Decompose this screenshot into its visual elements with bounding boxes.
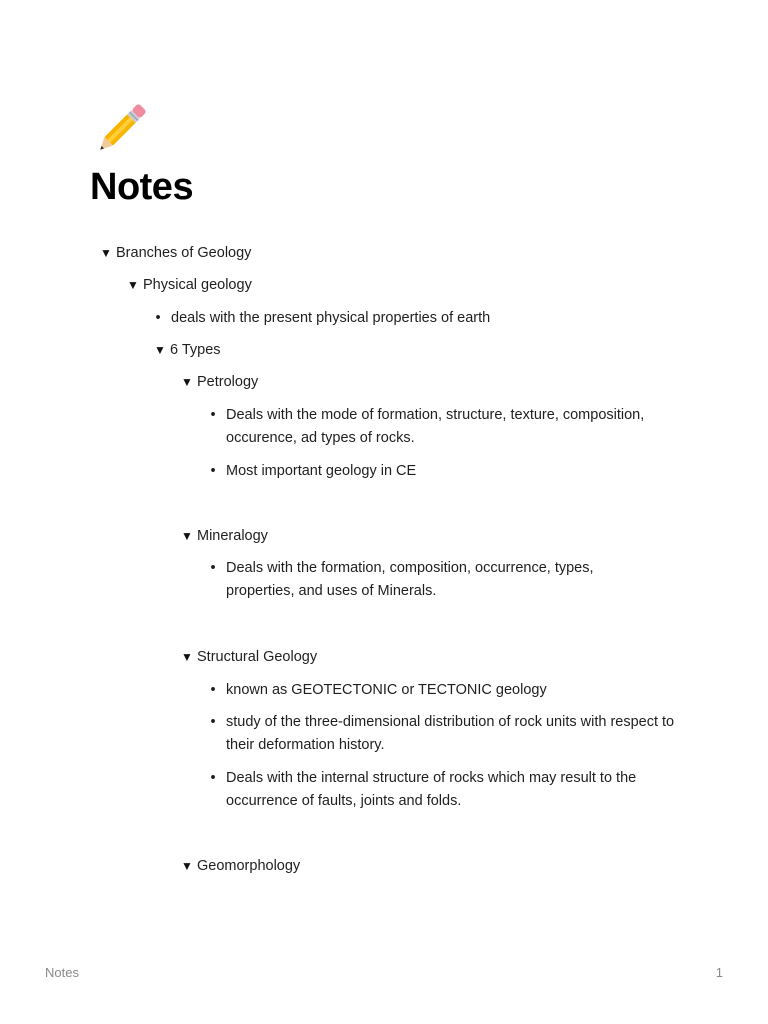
toggle-label: Petrology bbox=[197, 374, 259, 390]
bullet-icon: • bbox=[210, 407, 216, 423]
triangle-down-icon: ▼ bbox=[154, 343, 166, 357]
bullet-icon: • bbox=[210, 560, 216, 576]
toggle-petrology[interactable] bbox=[181, 371, 258, 394]
list-item-text: Deals with the mode of formation, structure, texture, composition, occurence, ad types of rocks. bbox=[226, 407, 645, 446]
list-item-text: deals with the present physical properties of earth bbox=[171, 310, 491, 326]
triangle-down-icon: ▼ bbox=[100, 246, 112, 260]
toggle-label: Branches of Geology bbox=[116, 245, 252, 261]
list-item bbox=[210, 767, 666, 813]
toggle-label: Structural Geology bbox=[197, 649, 318, 665]
toggle-label: Mineralogy bbox=[197, 528, 268, 544]
bullet-icon: • bbox=[155, 310, 161, 326]
footer-document-title: Notes bbox=[45, 965, 79, 980]
footer-page-number: 1 bbox=[715, 965, 723, 980]
list-item-text: Deals with the internal structure of rocks which may result to the occurrence of faults, joints and folds. bbox=[226, 770, 637, 809]
bullet-icon: • bbox=[210, 714, 216, 730]
pencil-icon bbox=[90, 100, 150, 160]
toggle-mineralogy[interactable] bbox=[181, 525, 268, 548]
list-item bbox=[210, 557, 626, 603]
bullet-icon: • bbox=[210, 682, 216, 698]
list-item bbox=[210, 404, 681, 450]
page-title: Notes bbox=[90, 166, 194, 208]
bullet-icon: • bbox=[210, 463, 216, 479]
triangle-down-icon: ▼ bbox=[127, 278, 139, 292]
list-item-text: Most important geology in CE bbox=[226, 463, 417, 479]
triangle-down-icon: ▼ bbox=[181, 529, 193, 543]
triangle-down-icon: ▼ bbox=[181, 375, 193, 389]
list-item-text: Deals with the formation, composition, occurrence, types, properties, and uses of Minerals. bbox=[226, 560, 594, 599]
toggle-branches-of-geology[interactable] bbox=[100, 242, 251, 265]
list-item bbox=[210, 679, 681, 702]
toggle-label: 6 Types bbox=[170, 342, 221, 358]
toggle-structural-geology[interactable] bbox=[181, 646, 317, 669]
list-item-text: study of the three-dimensional distribution of rock units with respect to their deformation history. bbox=[226, 714, 675, 753]
toggle-6-types[interactable] bbox=[154, 339, 221, 362]
triangle-down-icon: ▼ bbox=[181, 859, 193, 873]
list-item bbox=[210, 711, 681, 757]
toggle-label: Physical geology bbox=[143, 277, 252, 293]
list-item-text: known as GEOTECTONIC or TECTONIC geology bbox=[226, 682, 547, 698]
toggle-geomorphology[interactable] bbox=[181, 855, 300, 878]
list-item bbox=[210, 460, 681, 483]
bullet-icon: • bbox=[210, 770, 216, 786]
toggle-physical-geology[interactable] bbox=[127, 274, 252, 297]
triangle-down-icon: ▼ bbox=[181, 650, 193, 664]
toggle-label: Geomorphology bbox=[197, 858, 301, 874]
list-item bbox=[155, 307, 626, 330]
